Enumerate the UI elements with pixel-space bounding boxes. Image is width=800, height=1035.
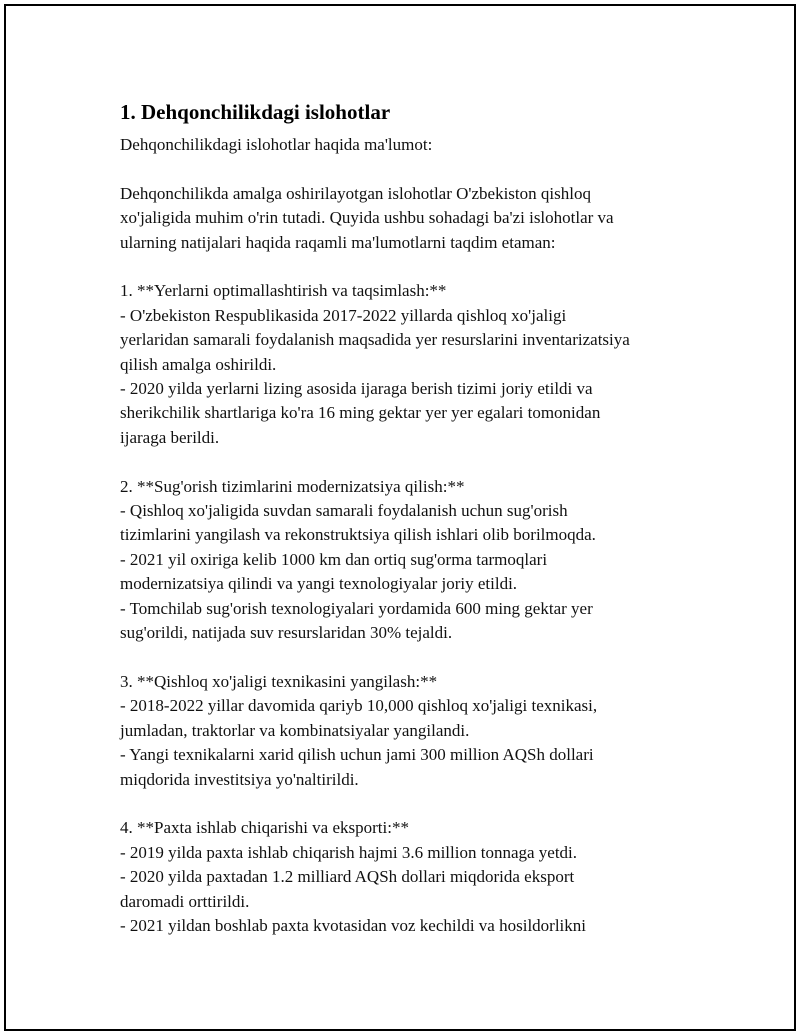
- section-heading: 4. **Paxta ishlab chiqarishi va eksporti:**: [120, 818, 409, 838]
- intro-paragraph: Dehqonchilikda amalga oshirilayotgan islohotlar O'zbekiston qishloq xo'jaligida muhim o'rin tutadi. Quyida ushbu sohadagi ba'zi islohotlar va ularning natijalari haqida raqamli ma'lumotlarni taqdim etaman:: [120, 183, 614, 252]
- section-1: [120, 279, 700, 450]
- section-4: [120, 816, 700, 938]
- section-text: - 2019 yilda paxta ishlab chiqarish hajmi 3.6 million tonnaga yetdi. - 2020 yilda paxtadan 1.2 milliard AQSh dollari miqdorida eksport daromadi orttirildi. - 2021 yildan boshlab paxta kvotasidan voz kechildi va hosildorlikni: [120, 842, 586, 935]
- intro-text: Dehqonchilikdagi islohotlar haqida ma'lumot:: [120, 135, 433, 154]
- section-2: [120, 475, 700, 646]
- section-text: - O'zbekiston Respublikasida 2017-2022 yillarda qishloq xo'jaligi yerlaridan samarali foydalanish maqsadida yer resurslarini inventarizatsiya qilish amalga oshirildi. - 2020 yilda yerlarni lizing asosida ijaraga berish tizimi joriy etildi va sherikchilik shartlariga ko'ra 16 ming gektar yer yer egalari tomonidan ijaraga berildi.: [120, 305, 630, 447]
- section-heading: 2. **Sug'orish tizimlarini modernizatsiya qilish:**: [120, 476, 465, 496]
- document-content: [120, 98, 700, 938]
- section-heading: 1. **Yerlarni optimallashtirish va taqsimlash:**: [120, 281, 447, 301]
- document-title: 1. Dehqonchilikdagi islohotlar: [120, 100, 391, 124]
- section-text: - 2018-2022 yillar davomida qariyb 10,000 qishloq xo'jaligi texnikasi, jumladan, traktorlar va kombinatsiyalar yangilandi. - Yangi texnikalarni xarid qilish uchun jami 300 million AQSh dollari miqdorida investitsiya yo'naltirildi.: [120, 696, 598, 789]
- section-3: [120, 670, 700, 792]
- section-heading: 3. **Qishloq xo'jaligi texnikasini yangilash:**: [120, 671, 438, 691]
- page-frame: [4, 4, 796, 1031]
- section-text: - Qishloq xo'jaligida suvdan samarali foydalanish uchun sug'orish tizimlarini yangilash va rekonstruktsiya qilish ishlari olib borilmoqda. - 2021 yil oxiriga kelib 1000 km dan ortiq sug'orma tarmoqlari modernizatsiya qilindi va yangi texnologiyalar joriy etildi. - Tomchilab sug'orish texnologiyalari yordamida 600 ming gektar yer sug'orildi, natijada suv resurslaridan 30% tejaldi.: [120, 501, 596, 643]
